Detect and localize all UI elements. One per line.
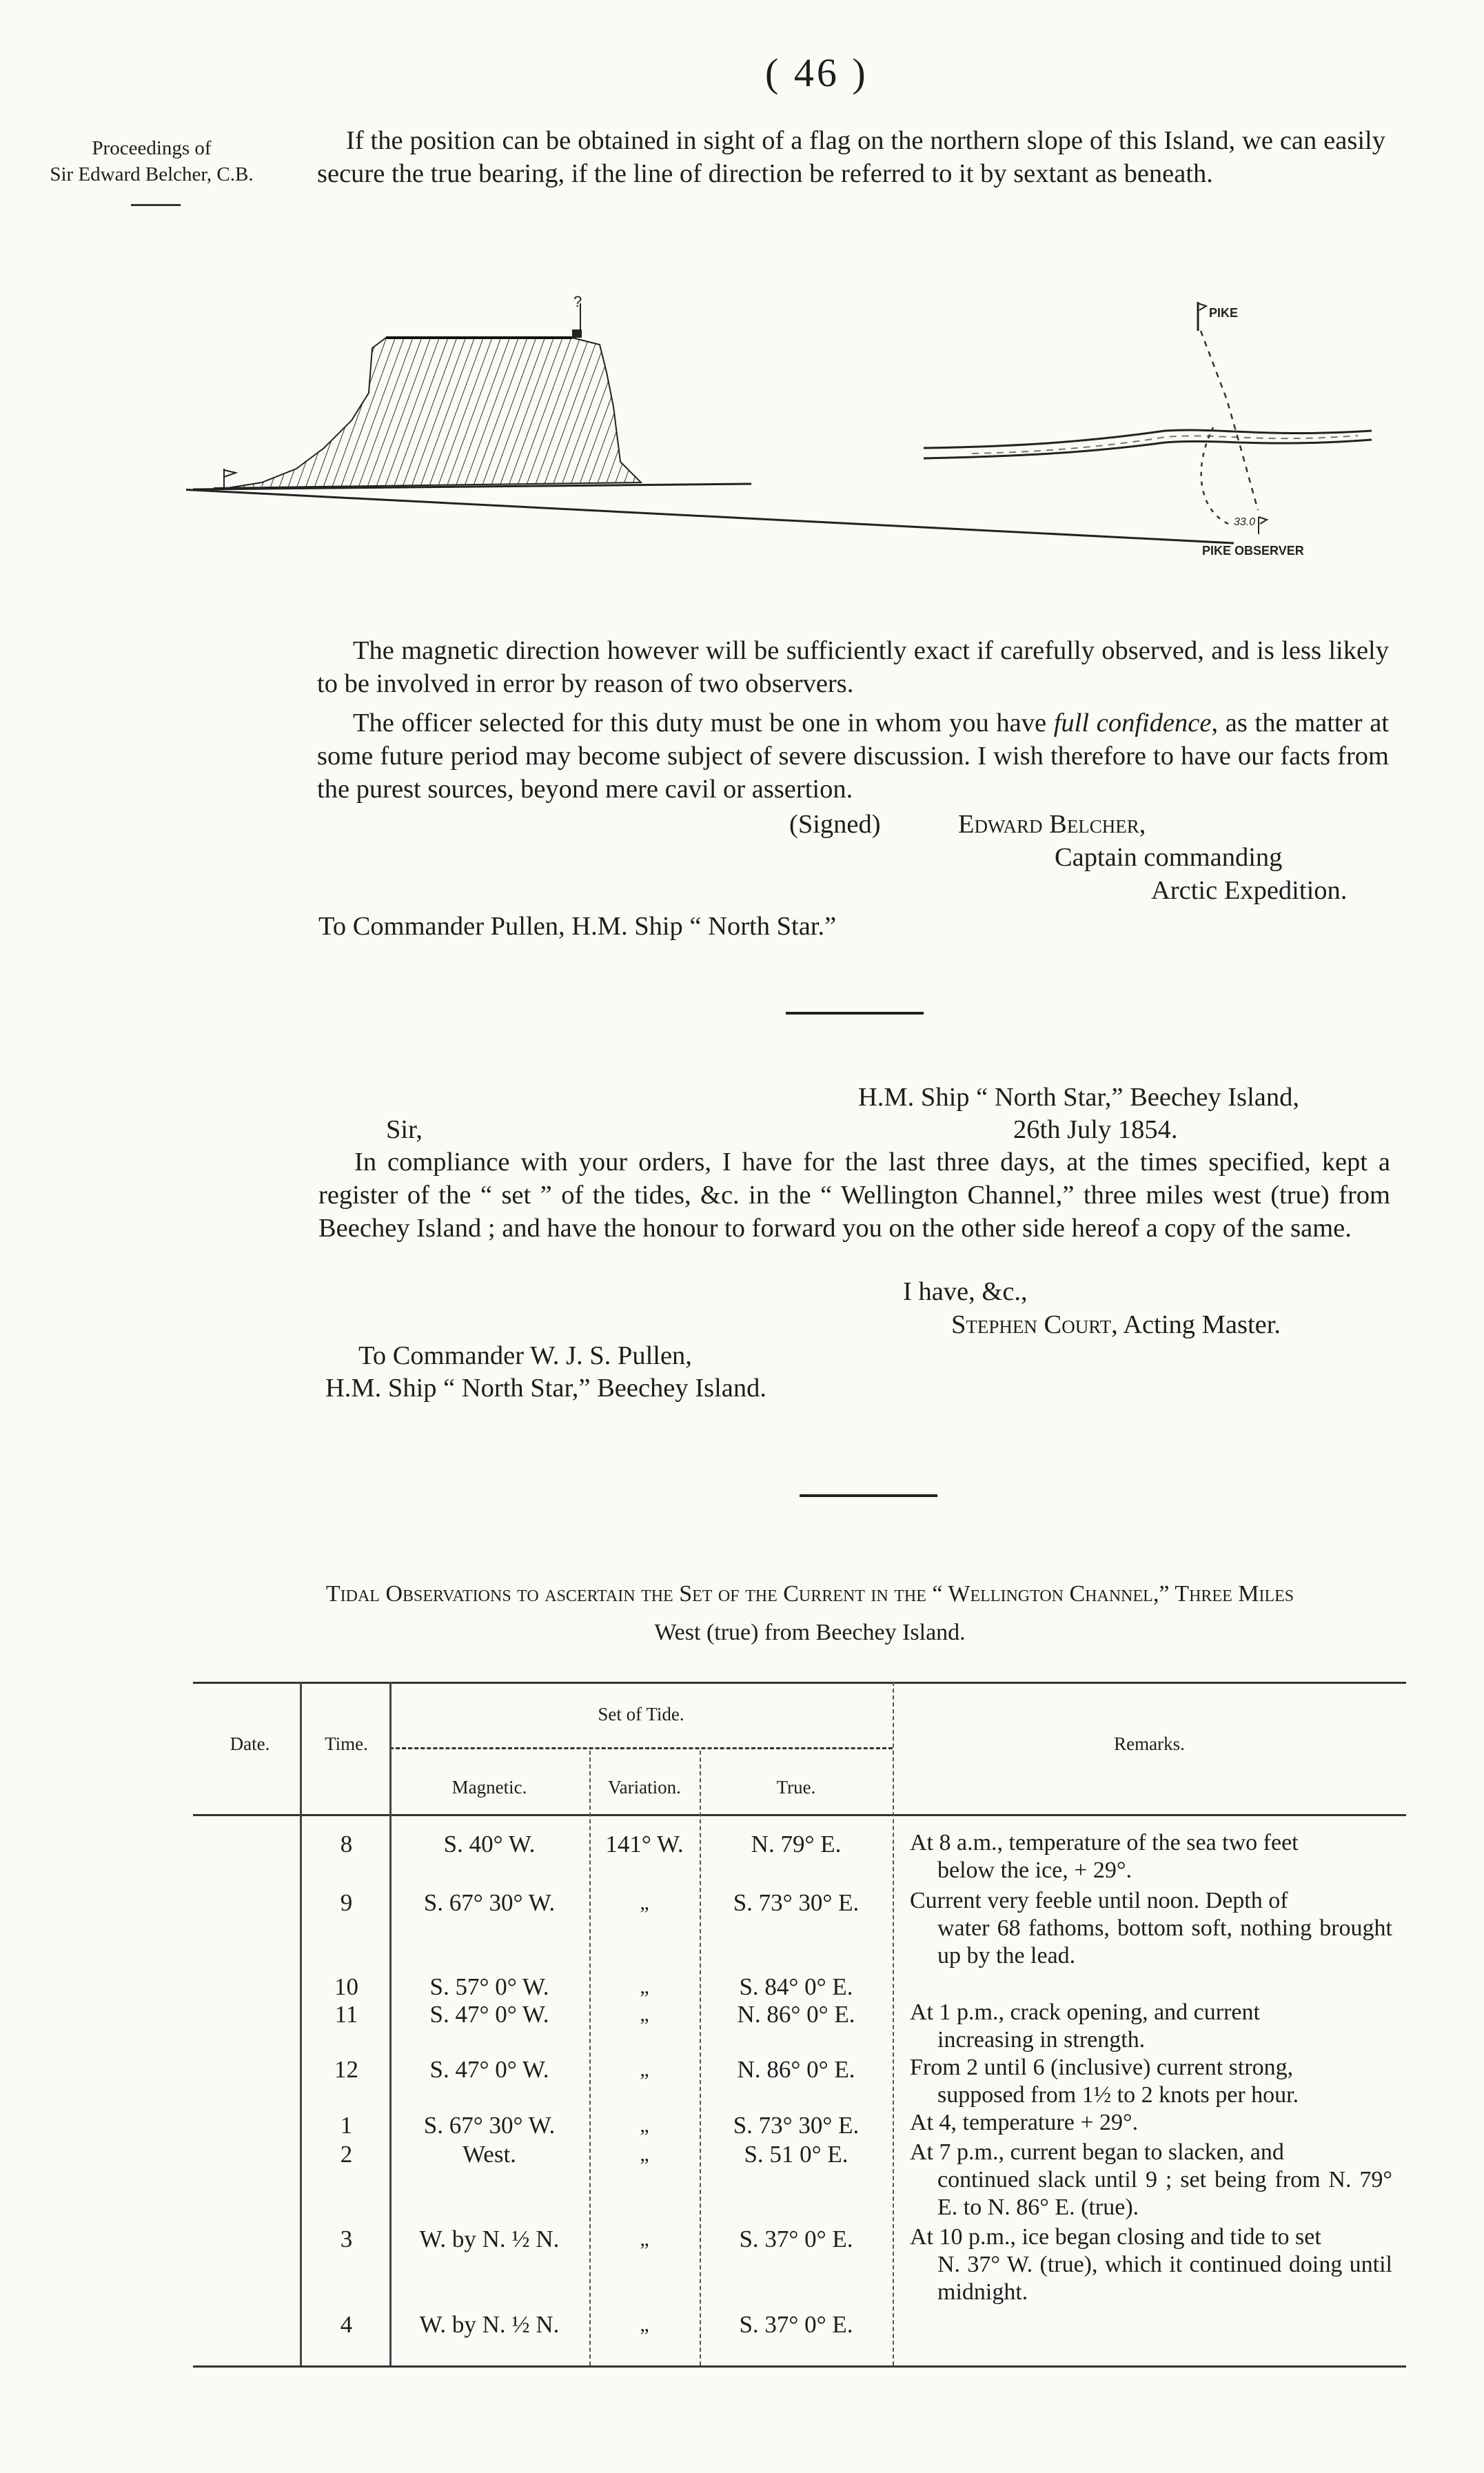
remark-continuation: N. 37° W. (true), which it continued doing until midnight. (937, 2252, 1392, 2305)
row-variation: „ (640, 2114, 649, 2137)
remark (910, 2223, 1392, 2306)
cliff-drawing (193, 293, 751, 489)
channel-drawing (924, 302, 1372, 558)
remark-continuation: supposed from 1½ to 2 knots per hour. (937, 2082, 1299, 2108)
to-commander-pullen: To Commander Pullen, H.M. Ship “ North Star.” (318, 912, 837, 941)
page-number: ( 46 ) (765, 50, 868, 95)
angle-label: 33.0 (1234, 516, 1256, 528)
remark (910, 2109, 1392, 2137)
row-variation: „ (640, 1975, 649, 1998)
row-true: S. 37° 0° E. (739, 2226, 853, 2252)
belcher-title-1: Captain commanding (1055, 843, 1283, 872)
sidenote-rule (131, 204, 181, 206)
pike-sketch (186, 283, 1392, 572)
row-magnetic: S. 67° 30° W. (423, 1889, 556, 1916)
header-remarks: Remarks. (1114, 1733, 1185, 1754)
header-variation: Variation. (608, 1777, 681, 1798)
table-caption-line-1: Tidal Observations to ascertain the Set of the Current in the “ Wellington Channel,” Three Miles (325, 1581, 1294, 1607)
remark-first-line: Current very feeble until noon. Depth of (910, 1888, 1288, 1913)
col-divider-true (893, 1682, 894, 2365)
row-magnetic: S. 57° 0° W. (429, 1973, 549, 2000)
signer-belcher: Edward Belcher, (958, 810, 1146, 839)
remark-continuation: water 68 fathoms, bottom soft, nothing brought up by the lead. (937, 1915, 1392, 1968)
remark (910, 1829, 1392, 1884)
section-rule-1 (786, 1012, 924, 1015)
row-magnetic: S. 47° 0° W. (429, 2056, 549, 2083)
row-time: 3 (340, 2226, 353, 2252)
header-true: True. (776, 1777, 816, 1798)
remark (910, 1999, 1392, 2054)
header-set-of-tide: Set of Tide. (598, 1704, 684, 1724)
row-variation: 141° W. (605, 1831, 684, 1858)
row-time: 2 (340, 2141, 353, 2168)
section-rule-2 (800, 1494, 937, 1497)
row-time: 9 (340, 1889, 353, 1916)
letter-signer (951, 1308, 1281, 1341)
officer-text-after: , as the matter at some future period may become subject of severe discussion. I wish therefore to have our facts from the purest sources, beyond mere cavil or assertion. (317, 709, 1389, 804)
table-top-rule (193, 1682, 1406, 1684)
signer-court: Stephen Court, (951, 1310, 1118, 1339)
row-magnetic: W. by N. ½ N. (419, 2226, 560, 2252)
remark-continuation: below the ice, + 29°. (937, 1858, 1132, 1883)
row-variation: „ (640, 2143, 649, 2166)
row-variation: „ (640, 2228, 649, 2250)
remark (910, 1887, 1392, 1970)
officer-paragraph (317, 706, 1389, 806)
row-magnetic: S. 67° 30° W. (423, 2112, 556, 2139)
letter-salutation: Sir, (386, 1115, 423, 1144)
row-magnetic: S. 40° W. (443, 1831, 536, 1858)
letter-closing: I have, &c., (903, 1277, 1028, 1306)
row-true: N. 86° 0° E. (737, 2056, 855, 2083)
sidenote-line-1: Proceedings of (92, 137, 212, 159)
row-true: N. 86° 0° E. (737, 2001, 855, 2028)
header-date: Date. (230, 1733, 270, 1754)
row-true: S. 84° 0° E. (739, 1973, 853, 2000)
sidenote (21, 135, 283, 187)
row-time: 4 (340, 2311, 353, 2338)
table-header-rule (193, 1814, 1406, 1816)
letter-header: H.M. Ship “ North Star,” Beechey Island, (858, 1083, 1299, 1112)
remark (910, 2054, 1392, 2109)
row-variation: „ (640, 1891, 649, 1914)
col-divider-date (300, 1682, 302, 2365)
row-true: S. 73° 30° E. (733, 2112, 860, 2139)
remark-first-line: At 10 p.m., ice began closing and tide to set (910, 2224, 1321, 2250)
header-time: Time. (325, 1733, 368, 1754)
row-time: 8 (340, 1831, 353, 1858)
row-variation: „ (640, 2058, 649, 2081)
remark-continuation: increasing in strength. (937, 2027, 1146, 2053)
row-magnetic: W. by N. ½ N. (419, 2311, 560, 2338)
letter-date: 26th July 1854. (1013, 1115, 1178, 1144)
signed-label: (Signed) (789, 810, 881, 839)
remark-first-line: At 8 a.m., temperature of the sea two feet (910, 1830, 1299, 1855)
letter-body: In compliance with your orders, I have for the last three days, at the times specified, kept a register of the “ set ” of the tides, &c. in the “ Wellington Channel,” three miles west (true) from Beechey Island ; and have the honour to forward you on the other side hereof a copy of the same. (318, 1148, 1390, 1243)
row-time: 11 (334, 2001, 358, 2028)
row-true: S. 37° 0° E. (739, 2311, 853, 2338)
peak-mark: ? (573, 293, 582, 310)
row-variation: „ (640, 2003, 649, 2026)
letter-to-line-2: H.M. Ship “ North Star,” Beechey Island. (325, 1374, 766, 1403)
signer-court-title: Acting Master. (1123, 1310, 1281, 1339)
belcher-title-2: Arctic Expedition. (1151, 876, 1348, 905)
remark-first-line: At 4, temperature + 29°. (910, 2110, 1139, 2135)
row-true: N. 79° E. (751, 1831, 842, 1858)
pike-label: PIKE (1209, 306, 1239, 320)
remark-first-line: At 7 p.m., current began to slacken, and (910, 2139, 1284, 2165)
remark-first-line: From 2 until 6 (inclusive) current strong, (910, 2055, 1294, 2080)
remark-continuation: continued slack until 9 ; set being from N. 79° E. to N. 86° E. (true). (937, 2167, 1392, 2220)
row-time: 1 (340, 2112, 353, 2139)
magnetic-paragraph: The magnetic direction however will be sufficiently exact if carefully observed, and is less likely to be involved in error by reason of two observers. (317, 636, 1389, 698)
table-caption (207, 1575, 1413, 1652)
pike-observer-label: PIKE OBSERVER (1202, 544, 1304, 558)
row-time: 10 (334, 1973, 358, 2000)
set-of-tide-rule (389, 1747, 893, 1749)
remark-first-line: At 1 p.m., crack opening, and current (910, 1999, 1260, 2025)
row-time: 12 (334, 2056, 358, 2083)
header-magnetic: Magnetic. (451, 1777, 527, 1798)
intro-paragraph: If the position can be obtained in sight of a flag on the northern slope of this Island, we can easily secure the true bearing, if the line of direction be referred to it by sextant as beneath. (317, 126, 1385, 188)
remark (910, 2139, 1392, 2221)
row-true: S. 51 0° E. (744, 2141, 848, 2168)
row-variation: „ (640, 2313, 649, 2336)
full-confidence-emphasis: full confidence (1053, 709, 1212, 737)
row-magnetic: S. 47° 0° W. (429, 2001, 549, 2028)
table-caption-line-2: West (true) from Beechey Island. (654, 1620, 966, 1645)
row-true: S. 73° 30° E. (733, 1889, 860, 1916)
sidenote-line-2: Sir Edward Belcher, C.B. (50, 163, 254, 185)
letter-to-line-1: To Commander W. J. S. Pullen, (358, 1341, 692, 1370)
baseline (186, 489, 1234, 543)
officer-text-before: The officer selected for this duty must be one in whom you have (353, 709, 1054, 737)
row-magnetic: West. (463, 2141, 516, 2168)
table-bottom-rule (193, 2365, 1406, 2368)
